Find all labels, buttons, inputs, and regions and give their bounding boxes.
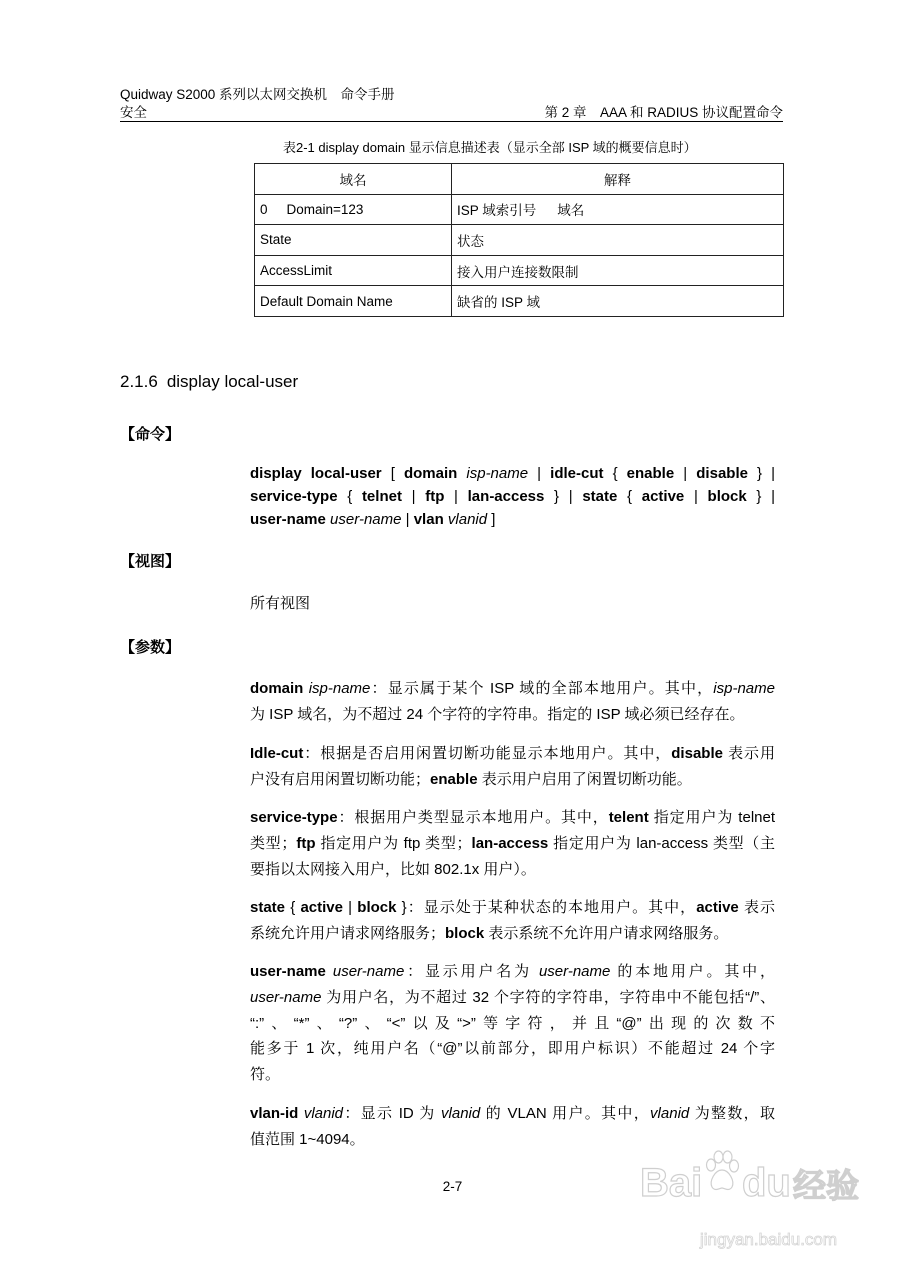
param-vlan-id xyxy=(250,1101,775,1153)
text-run: | xyxy=(674,464,697,482)
keyword-text: service-type xyxy=(250,487,338,505)
param-state xyxy=(250,895,775,947)
text-run: } | xyxy=(747,464,776,482)
text-line xyxy=(250,702,775,728)
text-run: 指定用户为 telnet xyxy=(648,809,775,826)
view-text: 所有视图 xyxy=(250,595,311,612)
text-run: 值范围 1~4094。 xyxy=(250,1130,365,1148)
text-line xyxy=(250,831,775,857)
text-line xyxy=(250,485,775,508)
keyword-text: state xyxy=(582,487,618,505)
domain-info-table xyxy=(254,163,784,317)
table-cell-field: State xyxy=(255,225,452,256)
table-cell-description: 状态 xyxy=(452,225,784,256)
text-run: 的 VLAN 用户。其中， xyxy=(480,1105,651,1122)
keyword-text: domain xyxy=(403,464,458,482)
text-line xyxy=(250,959,775,985)
table-cell-description xyxy=(452,194,784,225)
text-line xyxy=(250,1127,775,1153)
keyword-text: enable xyxy=(430,770,478,788)
table-caption: 表2-1 display domain 显示信息描述表（显示全部 ISP 域的概要信息时） xyxy=(283,140,697,155)
table-cell-description: 接入用户连接数限制 xyxy=(452,255,784,286)
keyword-text: ftp xyxy=(296,834,316,852)
text-run: | xyxy=(444,487,468,505)
text-run: 的本地用户。其中， xyxy=(610,963,775,980)
text-run: 表示系统不允许用户请求网络服务。 xyxy=(484,924,729,942)
argument-text: vlanid xyxy=(441,1105,481,1122)
text-line xyxy=(250,921,775,947)
index-description: ISP 域索引号 xyxy=(457,203,537,219)
keyword-text: block xyxy=(357,899,397,916)
text-run xyxy=(326,963,333,980)
text-line xyxy=(250,462,775,485)
table-row xyxy=(255,255,784,286)
text-line xyxy=(250,1036,775,1062)
argument-text: user-name xyxy=(538,963,611,980)
text-run: 表示 xyxy=(738,899,775,916)
text-run: 指定用户为 ftp 类型； xyxy=(315,834,472,852)
param-idle-cut xyxy=(250,741,775,793)
argument-text: vlanid xyxy=(650,1105,690,1122)
keyword-text: enable xyxy=(626,464,675,482)
text-run: } | xyxy=(544,487,583,505)
table-header-row xyxy=(255,164,784,195)
command-label: 【命令】 xyxy=(120,426,181,443)
keyword-text: display local-user xyxy=(250,464,382,482)
page-number: 2-7 xyxy=(442,1179,463,1194)
text-run: | xyxy=(528,464,551,482)
text-run: { xyxy=(617,487,642,505)
table-cell-field xyxy=(255,194,452,225)
keyword-text: Idle-cut xyxy=(250,745,304,762)
table-cell-field: Default Domain Name xyxy=(255,286,452,317)
text-line xyxy=(250,1101,775,1127)
argument-text: vlanid xyxy=(303,1105,344,1122)
chapter-title: 第 2 章 AAA 和 RADIUS 协议配置命令 xyxy=(544,105,783,120)
text-line xyxy=(250,676,775,702)
text-run: 为用户名，为不超过 32 个字符的字符串，字符串中不能包括“/”、 xyxy=(321,988,775,1006)
text-run: “:”、“*”、“?”、“<”以及“>”等字符，并且“@”出现的次数不 xyxy=(250,1014,775,1032)
watermark-logo-text: 经验 xyxy=(793,1167,859,1204)
header-rule xyxy=(120,121,783,122)
table-cell-description: 缺省的 ISP 域 xyxy=(452,286,784,317)
table-cell-field: AccessLimit xyxy=(255,255,452,286)
table-row xyxy=(255,286,784,317)
text-run: 符。 xyxy=(250,1066,281,1084)
text-line xyxy=(250,805,775,831)
text-run: ：显示用户名为 xyxy=(404,963,539,980)
argument-text: isp-name xyxy=(308,680,371,697)
keyword-text: state xyxy=(250,899,286,916)
section-number: 2.1.6 xyxy=(120,372,158,391)
keyword-text: user-name xyxy=(250,963,326,980)
argument-text: isp-name xyxy=(466,464,529,482)
watermark-logo-text: Bai xyxy=(640,1161,703,1205)
params-label: 【参数】 xyxy=(120,639,181,656)
paw-icon xyxy=(704,1150,740,1194)
volume-name: 安全 xyxy=(120,105,147,120)
param-user-name xyxy=(250,959,775,1088)
argument-text: user-name xyxy=(330,510,402,528)
domain-name: Domain=123 xyxy=(286,201,364,217)
param-domain xyxy=(250,676,775,728)
text-run: | xyxy=(401,510,414,528)
view-label: 【视图】 xyxy=(120,553,181,570)
text-run: 指定用户为 lan-access 类型（主 xyxy=(548,834,775,852)
argument-text: user-name xyxy=(250,988,322,1006)
keyword-text: vlan-id xyxy=(250,1105,299,1122)
text-run: 类型； xyxy=(250,834,297,852)
keyword-text: block xyxy=(445,924,485,942)
text-run: { xyxy=(337,487,362,505)
keyword-text: vlan xyxy=(413,510,444,528)
section-title: display local-user xyxy=(166,372,299,391)
text-run: | xyxy=(684,487,708,505)
section-heading xyxy=(120,371,298,393)
manual-title: Quidway S2000 系列以太网交换机 命令手册 xyxy=(120,87,395,102)
domain-index: 0 xyxy=(260,201,268,217)
argument-text: vlanid xyxy=(447,510,488,528)
keyword-text: service-type xyxy=(250,809,338,826)
keyword-text: block xyxy=(707,487,747,505)
keyword-text: active xyxy=(641,487,685,505)
text-line xyxy=(250,1011,775,1037)
keyword-text: lan-access xyxy=(471,834,549,852)
argument-text: user-name xyxy=(332,963,405,980)
text-run: [ xyxy=(381,464,404,482)
text-line xyxy=(250,857,775,883)
keyword-text: disable xyxy=(696,464,748,482)
text-run: ：根据用户类型显示本地用户。其中， xyxy=(337,809,609,826)
text-run: 为 ISP 域名，为不超过 24 个字符的字符串。指定的 ISP 域必须已经存在。 xyxy=(250,705,745,723)
text-run: ：显示属于某个 ISP 域的全部本地用户。其中， xyxy=(370,680,714,697)
keyword-text: telnet xyxy=(361,487,402,505)
text-run: }：显示处于某种状态的本地用户。其中， xyxy=(396,899,697,916)
text-line xyxy=(250,767,775,793)
text-line xyxy=(250,895,775,921)
command-syntax xyxy=(250,462,775,531)
text-run: { xyxy=(285,899,301,916)
text-line xyxy=(250,985,775,1011)
keyword-text: idle-cut xyxy=(550,464,604,482)
text-run: 系统允许用户请求网络服务； xyxy=(250,924,446,942)
text-run: 为整数，取 xyxy=(689,1105,775,1122)
watermark-logo-text: du xyxy=(742,1161,791,1205)
table-row xyxy=(255,194,784,225)
text-run: ] xyxy=(487,510,496,528)
keyword-text: telent xyxy=(608,809,649,826)
text-run: 户没有启用闲置切断功能； xyxy=(250,770,431,788)
text-line xyxy=(250,508,775,531)
text-line xyxy=(250,1062,775,1088)
text-run: 表示用 xyxy=(722,745,775,762)
text-run: | xyxy=(401,487,426,505)
keyword-text: disable xyxy=(671,745,723,762)
column-header-description: 解释 xyxy=(452,164,784,195)
keyword-text: ftp xyxy=(425,487,445,505)
param-service-type xyxy=(250,805,775,882)
text-run: { xyxy=(603,464,627,482)
text-run: 能多于 1 次，纯用户名（“@”以前部分，即用户标识）不能超过 24 个字 xyxy=(250,1040,775,1058)
name-description: 域名 xyxy=(557,203,585,219)
keyword-text: active xyxy=(696,899,739,916)
column-header-field: 域名 xyxy=(255,164,452,195)
table-row xyxy=(255,225,784,256)
keyword-text: active xyxy=(300,899,343,916)
text-run: 要指以太网接入用户，比如 802.1x 用户）。 xyxy=(250,860,536,878)
keyword-text: domain xyxy=(250,680,304,697)
watermark-url: jingyan.baidu.com xyxy=(700,1230,838,1249)
argument-text: isp-name xyxy=(713,680,775,697)
text-run: 表示用户启用了闲置切断功能。 xyxy=(477,770,692,788)
keyword-text: user-name xyxy=(250,510,326,528)
keyword-text: lan-access xyxy=(467,487,545,505)
text-run: ：根据是否启用闲置切断功能显示本地用户。其中， xyxy=(303,745,672,762)
text-run: } | xyxy=(746,487,775,505)
text-run: ：显示 ID 为 xyxy=(343,1105,442,1122)
text-line xyxy=(250,741,775,767)
text-run: | xyxy=(342,899,358,916)
